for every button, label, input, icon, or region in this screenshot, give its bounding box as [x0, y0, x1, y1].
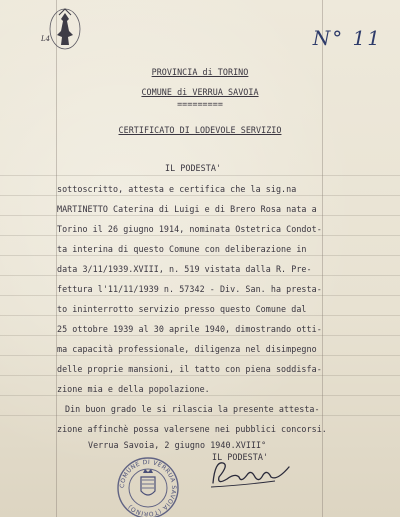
body-line: to ininterrotto servizio presso questo Comune dal	[57, 304, 307, 314]
ruled-line	[0, 295, 400, 296]
body-line: zione mia e della popolazione.	[57, 384, 210, 394]
separator: =========	[177, 99, 223, 109]
body-line: zione affinchè possa valersene nei pubblici concorsi.	[57, 424, 327, 434]
ruled-line	[0, 335, 400, 336]
svg-text:L4: L4	[41, 35, 51, 43]
ruled-line	[0, 395, 400, 396]
document-number: N° 11	[312, 26, 382, 50]
body-line: ta interina di questo Comune con deliberazione in	[57, 244, 307, 254]
body-line: ma capacità professionale, diligenza nel disimpegno	[57, 344, 317, 354]
ruled-line	[0, 415, 400, 416]
body-line: delle proprie mansioni, il tatto con piena soddisfa-	[57, 364, 322, 374]
body-line: sottoscritto, attesta e certifica che la sig.na	[57, 184, 297, 194]
official-stamp	[115, 455, 181, 517]
ruled-line	[0, 375, 400, 376]
certificate-title: CERTIFICATO DI LODEVOLE SERVIZIO	[118, 125, 282, 135]
ruled-line	[0, 315, 400, 316]
body-line: data 3/11/1939.XVIII, n. 519 vistata dalla R. Pre-	[57, 264, 312, 274]
margin-rule	[56, 0, 57, 517]
municipality-heading: COMUNE di VERRUA SAVOIA	[141, 87, 259, 97]
province-heading: PROVINCIA di TORINO	[151, 67, 249, 77]
body-line: Torino il 26 giugno 1914, nominata Ostetrica Condot-	[57, 224, 322, 234]
margin-rule-right	[322, 0, 323, 517]
ruled-line	[0, 175, 400, 176]
svg-text:COMUNE DI VERRUA SAVOIA (TORIN: COMUNE DI VERRUA SAVOIA (TORINO)	[118, 458, 178, 517]
signatory-label: IL PODESTA'	[212, 452, 269, 462]
date-place: Verrua Savoia, 2 giugno 1940.XVIII°	[88, 440, 267, 450]
ruled-line	[0, 275, 400, 276]
ruled-line	[0, 195, 400, 196]
ruled-line	[0, 355, 400, 356]
body-line: MARTINETTO Caterina di Luigi e di Brero Rosa nata a	[57, 204, 317, 214]
handwritten-signature	[205, 455, 295, 495]
ruled-line	[0, 215, 400, 216]
authority-label: IL PODESTA'	[165, 163, 222, 173]
crest-emblem	[35, 5, 87, 57]
body-line: 25 ottobre 1939 al 30 aprile 1940, dimostrando otti-	[57, 324, 322, 334]
body-line: fettura l'11/11/1939 n. 57342 - Div. San. ha presta-	[57, 284, 322, 294]
ruled-line	[0, 255, 400, 256]
ruled-line	[0, 235, 400, 236]
body-line: Din buon grado le si rilascia la presente attesta-	[65, 404, 320, 414]
